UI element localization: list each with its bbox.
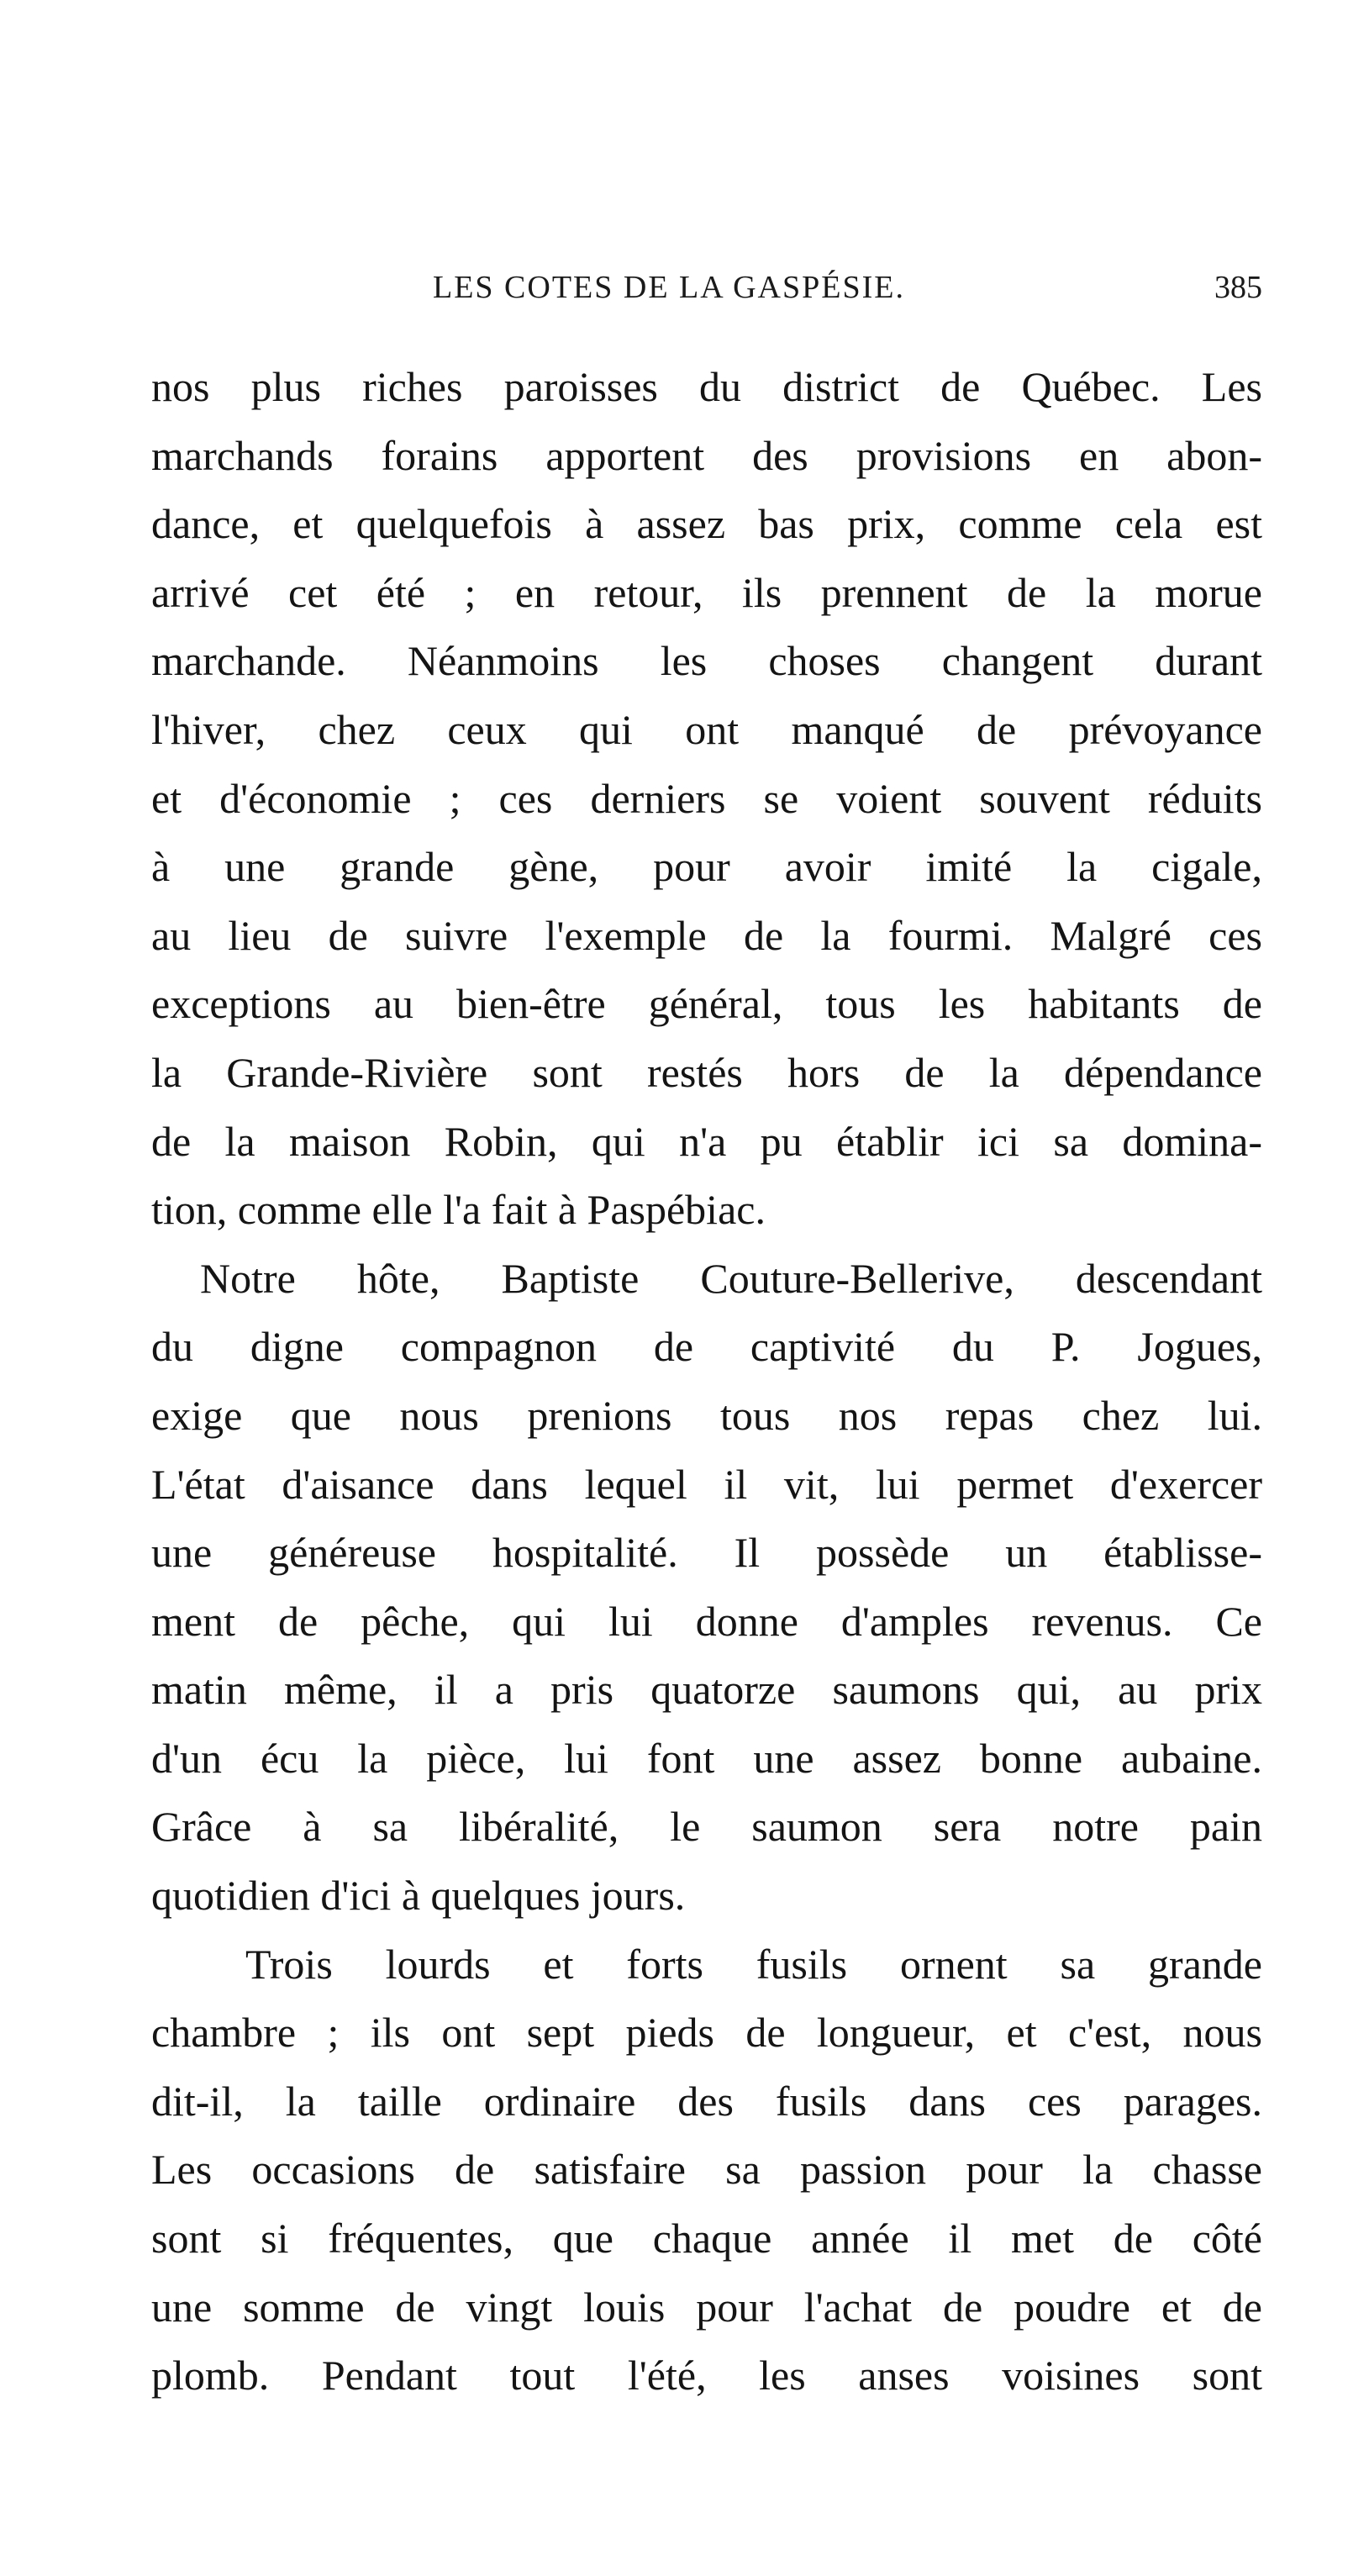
text-line: dit-il, la taille ordinaire des fusils dans ces parages. <box>151 2077 1262 2125</box>
text-line: exige que nous prenions tous nos repas chez lui. <box>151 1391 1262 1439</box>
text-line: matin même, il a pris quatorze saumons qui, au prix <box>151 1666 1262 1714</box>
running-head <box>151 264 1262 311</box>
text-line: Trois lourds et forts fusils ornent sa grande <box>245 1940 1262 1988</box>
running-title: LES COTES DE LA GASPÉSIE. <box>433 270 905 305</box>
text-line: Notre hôte, Baptiste Couture-Bellerive, descendant <box>200 1254 1262 1302</box>
text-line: ment de pêche, qui lui donne d'amples revenus. Ce <box>151 1597 1262 1645</box>
text-line: d'un écu la pièce, lui font une assez bonne aubaine. <box>151 1734 1262 1782</box>
text-line: quotidien d'ici à quelques jours. <box>151 1872 686 1920</box>
text-line: marchands forains apportent des provisions en abon- <box>151 431 1262 479</box>
text-line: exceptions au bien-être général, tous les habitants de <box>151 980 1262 1028</box>
text-line: tion, comme elle l'a fait à Paspébiac. <box>151 1186 766 1234</box>
text-line: marchande. Néanmoins les choses changent durant <box>151 637 1262 685</box>
text-line: Grâce à sa libéralité, le saumon sera notre pain <box>151 1803 1262 1851</box>
body-text <box>151 353 1262 2410</box>
text-line: sont si fréquentes, que chaque année il met de côté <box>151 2215 1262 2263</box>
text-line: plomb. Pendant tout l'été, les anses voisines sont <box>151 2352 1262 2400</box>
text-line: une généreuse hospitalité. Il possède un établisse- <box>151 1529 1262 1577</box>
text-line: Les occasions de satisfaire sa passion pour la chasse <box>151 2146 1262 2194</box>
text-line: au lieu de suivre l'exemple de la fourmi. Malgré ces <box>151 911 1262 959</box>
page-number: 385 <box>1214 270 1262 305</box>
text-line: à une grande gène, pour avoir imité la cigale, <box>151 843 1262 891</box>
text-line: L'état d'aisance dans lequel il vit, lui permet d'exercer <box>151 1460 1262 1508</box>
text-line: une somme de vingt louis pour l'achat de poudre et de <box>151 2283 1262 2331</box>
text-line: l'hiver, chez ceux qui ont manqué de prévoyance <box>151 705 1262 753</box>
text-line: chambre ; ils ont sept pieds de longueur, et c'est, nous <box>151 2009 1262 2057</box>
text-line: dance, et quelquefois à assez bas prix, comme cela est <box>151 500 1262 548</box>
text-line: arrivé cet été ; en retour, ils prennent de la morue <box>151 568 1262 616</box>
text-line: de la maison Robin, qui n'a pu établir ici sa domina- <box>151 1117 1262 1165</box>
text-line: et d'économie ; ces derniers se voient souvent réduits <box>151 774 1262 822</box>
text-line: du digne compagnon de captivité du P. Jogues, <box>151 1323 1262 1371</box>
text-line: nos plus riches paroisses du district de Québec. Les <box>151 363 1262 410</box>
text-line: la Grande-Rivière sont restés hors de la dépendance <box>151 1048 1262 1096</box>
